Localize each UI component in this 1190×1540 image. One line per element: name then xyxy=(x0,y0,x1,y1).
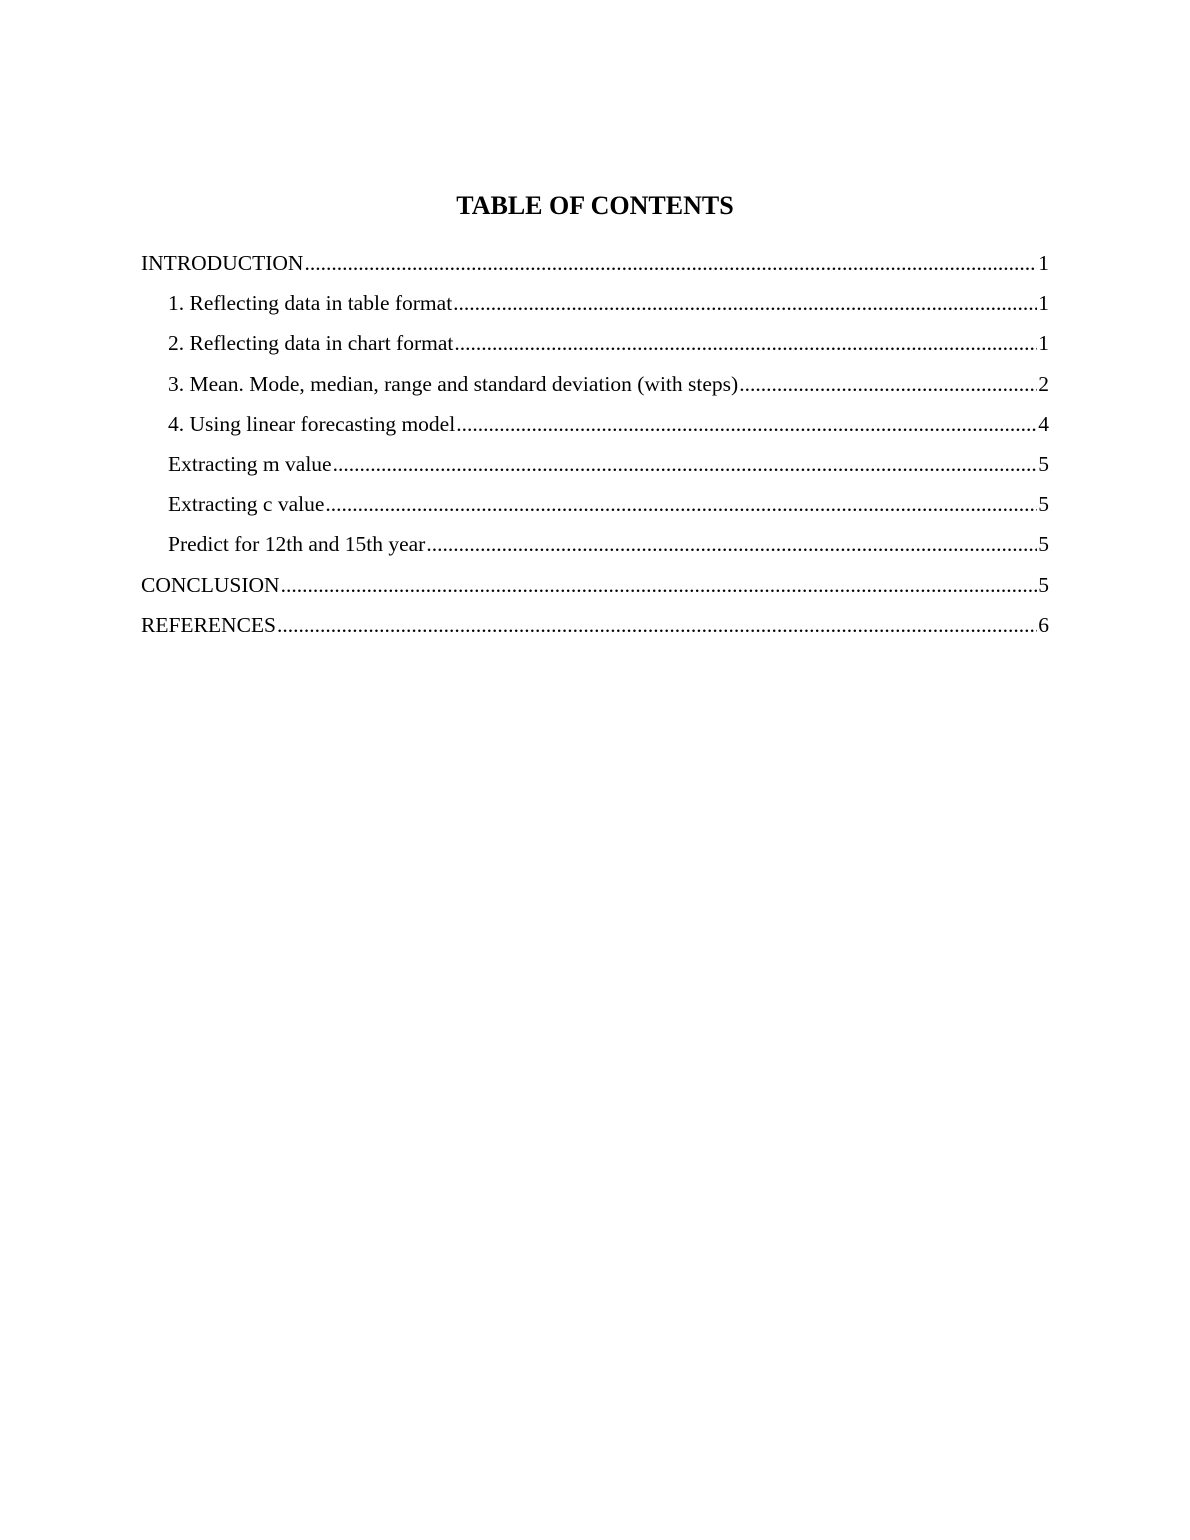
toc-entry-label: REFERENCES xyxy=(141,612,276,637)
toc-entry-label: CONCLUSION xyxy=(141,572,280,597)
toc-entry-linear-forecasting[interactable] xyxy=(141,407,1049,447)
toc-entry-m-value[interactable] xyxy=(141,447,1049,487)
toc-entry-label: 3. Mean. Mode, median, range and standard deviation (with steps) xyxy=(168,371,739,396)
toc-entry-label: 1. Reflecting data in table format xyxy=(168,291,453,316)
toc-dot-leader xyxy=(739,367,1037,401)
toc-dot-leader xyxy=(453,286,1037,320)
toc-entry-chart-format[interactable] xyxy=(141,326,1049,366)
toc-page-number: 5 xyxy=(1038,572,1049,597)
toc-page-number: 5 xyxy=(1038,492,1049,517)
toc-entry-label: 2. Reflecting data in chart format xyxy=(168,331,454,356)
toc-page-number: 1 xyxy=(1038,251,1049,275)
toc-dot-leader xyxy=(426,527,1037,561)
toc-list xyxy=(141,246,1049,648)
toc-page-number: 1 xyxy=(1038,291,1049,316)
toc-page-number: 2 xyxy=(1038,371,1049,396)
toc-dot-leader xyxy=(456,407,1037,441)
toc-entry-label: 4. Using linear forecasting model xyxy=(168,411,456,436)
toc-entry-label: Extracting c value xyxy=(168,492,325,517)
toc-title: TABLE OF CONTENTS xyxy=(456,191,734,220)
toc-page-number: 6 xyxy=(1038,612,1049,637)
toc-dot-leader xyxy=(277,608,1037,642)
toc-entry-references[interactable] xyxy=(141,608,1049,648)
toc-entry-statistics[interactable] xyxy=(141,367,1049,407)
toc-dot-leader xyxy=(333,447,1038,481)
toc-entry-c-value[interactable] xyxy=(141,487,1049,527)
toc-entry-introduction[interactable] xyxy=(141,246,1049,286)
toc-entry-predict[interactable] xyxy=(141,527,1049,567)
toc-entry-label: Predict for 12th and 15th year xyxy=(168,532,426,557)
toc-page-number: 5 xyxy=(1038,451,1049,476)
toc-entry-label: INTRODUCTION xyxy=(141,251,304,275)
toc-dot-leader xyxy=(454,326,1037,360)
toc-page-number: 4 xyxy=(1038,411,1049,436)
toc-dot-leader xyxy=(281,568,1038,602)
toc-page-number: 5 xyxy=(1038,532,1049,557)
toc-entry-conclusion[interactable] xyxy=(141,568,1049,608)
toc-dot-leader xyxy=(304,246,1037,280)
toc-entry-label: Extracting m value xyxy=(168,451,332,476)
toc-dot-leader xyxy=(325,487,1037,521)
toc-page-number: 1 xyxy=(1038,331,1049,356)
toc-entry-table-format[interactable] xyxy=(141,286,1049,326)
